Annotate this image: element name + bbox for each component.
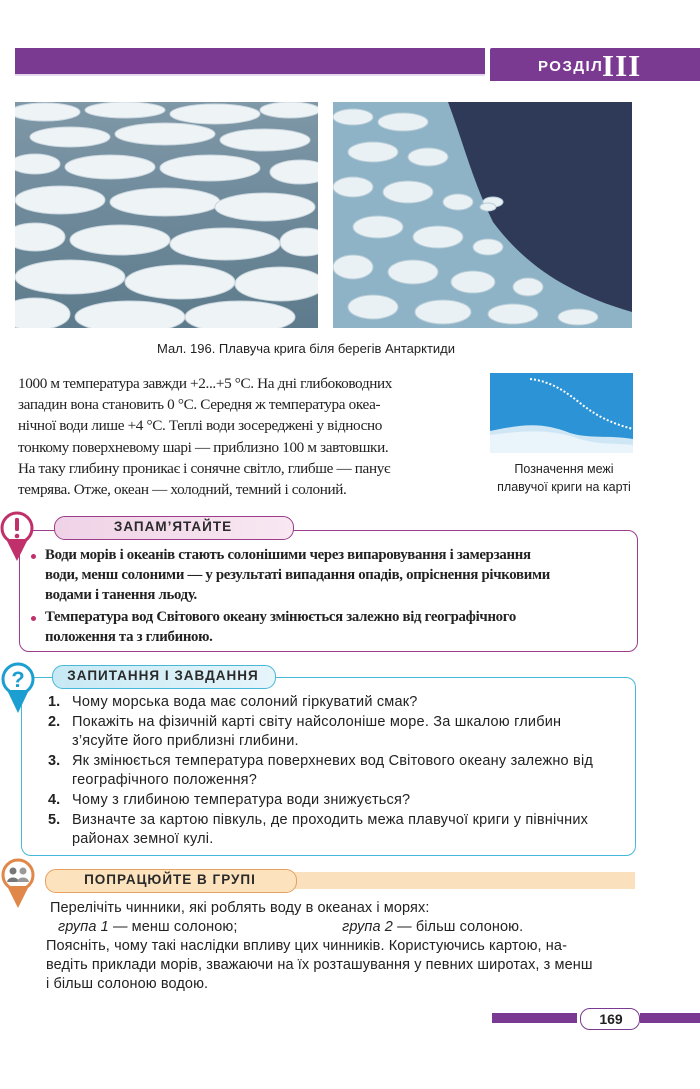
remember-title: ЗАПАМ’ЯТАЙТЕ xyxy=(113,519,233,534)
exclamation-icon xyxy=(0,511,34,568)
group-2-text: — більш солоною. xyxy=(392,919,524,935)
question-item xyxy=(48,713,633,751)
ice-floes-photo xyxy=(15,102,318,328)
svg-text:?: ? xyxy=(11,667,25,692)
section-label: РОЗДІЛ xyxy=(538,58,604,75)
remember-line: води, менш солоними — у результаті випадання опадів, опріснення річковими xyxy=(45,567,550,583)
question-item xyxy=(48,693,633,712)
header-bar xyxy=(15,48,485,74)
figure-caption: Мал. 196. Плавуча крига біля берегів Антарктиди xyxy=(157,341,456,356)
map-caption-line: плавучої криги на карті xyxy=(497,480,631,494)
question-number: 1. xyxy=(48,694,61,710)
group-1-label: група 1 xyxy=(58,919,109,935)
remember-line: водами і танення льоду. xyxy=(45,587,197,603)
question-mark-icon xyxy=(0,661,36,720)
bullet xyxy=(31,616,36,621)
group-1-text: — менш солоною; xyxy=(108,919,238,935)
section-tab xyxy=(490,48,700,81)
map-caption-line: Позначення межі xyxy=(514,462,614,476)
question-item xyxy=(48,752,633,790)
group-2-label: група 2 xyxy=(342,919,393,935)
body-paragraph xyxy=(18,373,486,500)
group-text-line: Поясніть, чому такі наслідки впливу цих чинників. Користуючись картою, на- xyxy=(46,938,567,954)
body-line: На таку глибину проникає і сонячне світло, глибше — панує xyxy=(18,459,391,477)
remember-item xyxy=(45,545,635,605)
question-number: 5. xyxy=(48,812,61,828)
bullet xyxy=(31,554,36,559)
question-text: Покажіть на фізичній карті світу найсолоніше море. За шкалою глибин xyxy=(72,714,562,730)
question-number: 4. xyxy=(48,792,61,808)
group-text-line: ведіть приклади морів, зважаючи на їх розташування у певних широтах, з менш xyxy=(46,957,593,973)
body-line: нічної води лише +4 °C. Теплі води зосереджені у відносно xyxy=(18,417,383,435)
remember-line: положення та з глибиною. xyxy=(45,629,213,645)
remember-item xyxy=(45,607,635,647)
question-item xyxy=(48,791,633,810)
question-text: Чому з глибиною температура води знижується? xyxy=(72,792,411,808)
body-line: западин вона становить 0 °C. Середня ж температура океа- xyxy=(18,396,381,414)
group-title: ПОПРАЦЮЙТЕ В ГРУПІ xyxy=(84,872,256,887)
body-line: тонкому поверхневому шарі — приблизно 100 м завтовшки. xyxy=(18,438,389,456)
remember-line: Температура вод Світового океану змінюється залежно від географічного xyxy=(45,609,516,625)
ice-boundary-map xyxy=(490,373,633,453)
question-number: 3. xyxy=(48,753,61,769)
group-assignments-line xyxy=(50,918,650,937)
body-line: 1000 м температура завжди +2...+5 °C. На дні глибоководних xyxy=(18,375,393,392)
question-number: 2. xyxy=(48,714,61,730)
page-number-bar-right xyxy=(640,1013,700,1023)
question-text: Визначте за картою півкуль, де проходить межа плавучої криги у північних xyxy=(72,812,589,828)
question-text: Як змінюється температура поверхневих вод Світового океану залежно від xyxy=(72,753,594,769)
question-text: з’ясуйте його приблизні глибини. xyxy=(72,732,299,749)
group-text-line: і більш солоною водою. xyxy=(46,976,209,992)
group-icon xyxy=(0,858,36,915)
question-text: географічного положення? xyxy=(72,771,257,788)
map-caption xyxy=(488,460,640,496)
question-text: районах земної кулі. xyxy=(72,830,214,847)
ice-edge-photo xyxy=(333,102,632,328)
question-text: Чому морська вода має солоний гіркуватий смак? xyxy=(72,694,418,710)
section-number: III xyxy=(602,48,642,83)
group-title-bar xyxy=(290,872,635,889)
remember-line: Води морів і океанів стають солонішими через випаровування і замерзання xyxy=(45,547,531,563)
page-number-bar-left xyxy=(492,1013,577,1023)
questions-title: ЗАПИТАННЯ І ЗАВДАННЯ xyxy=(67,668,259,683)
body-line: темрява. Отже, океан — холодний, темний і солоний. xyxy=(18,481,347,499)
question-item xyxy=(48,811,633,849)
page-number: 169 xyxy=(599,1011,623,1027)
group-text-line: Перелічіть чинники, які роблять воду в океанах і морях: xyxy=(50,900,430,916)
